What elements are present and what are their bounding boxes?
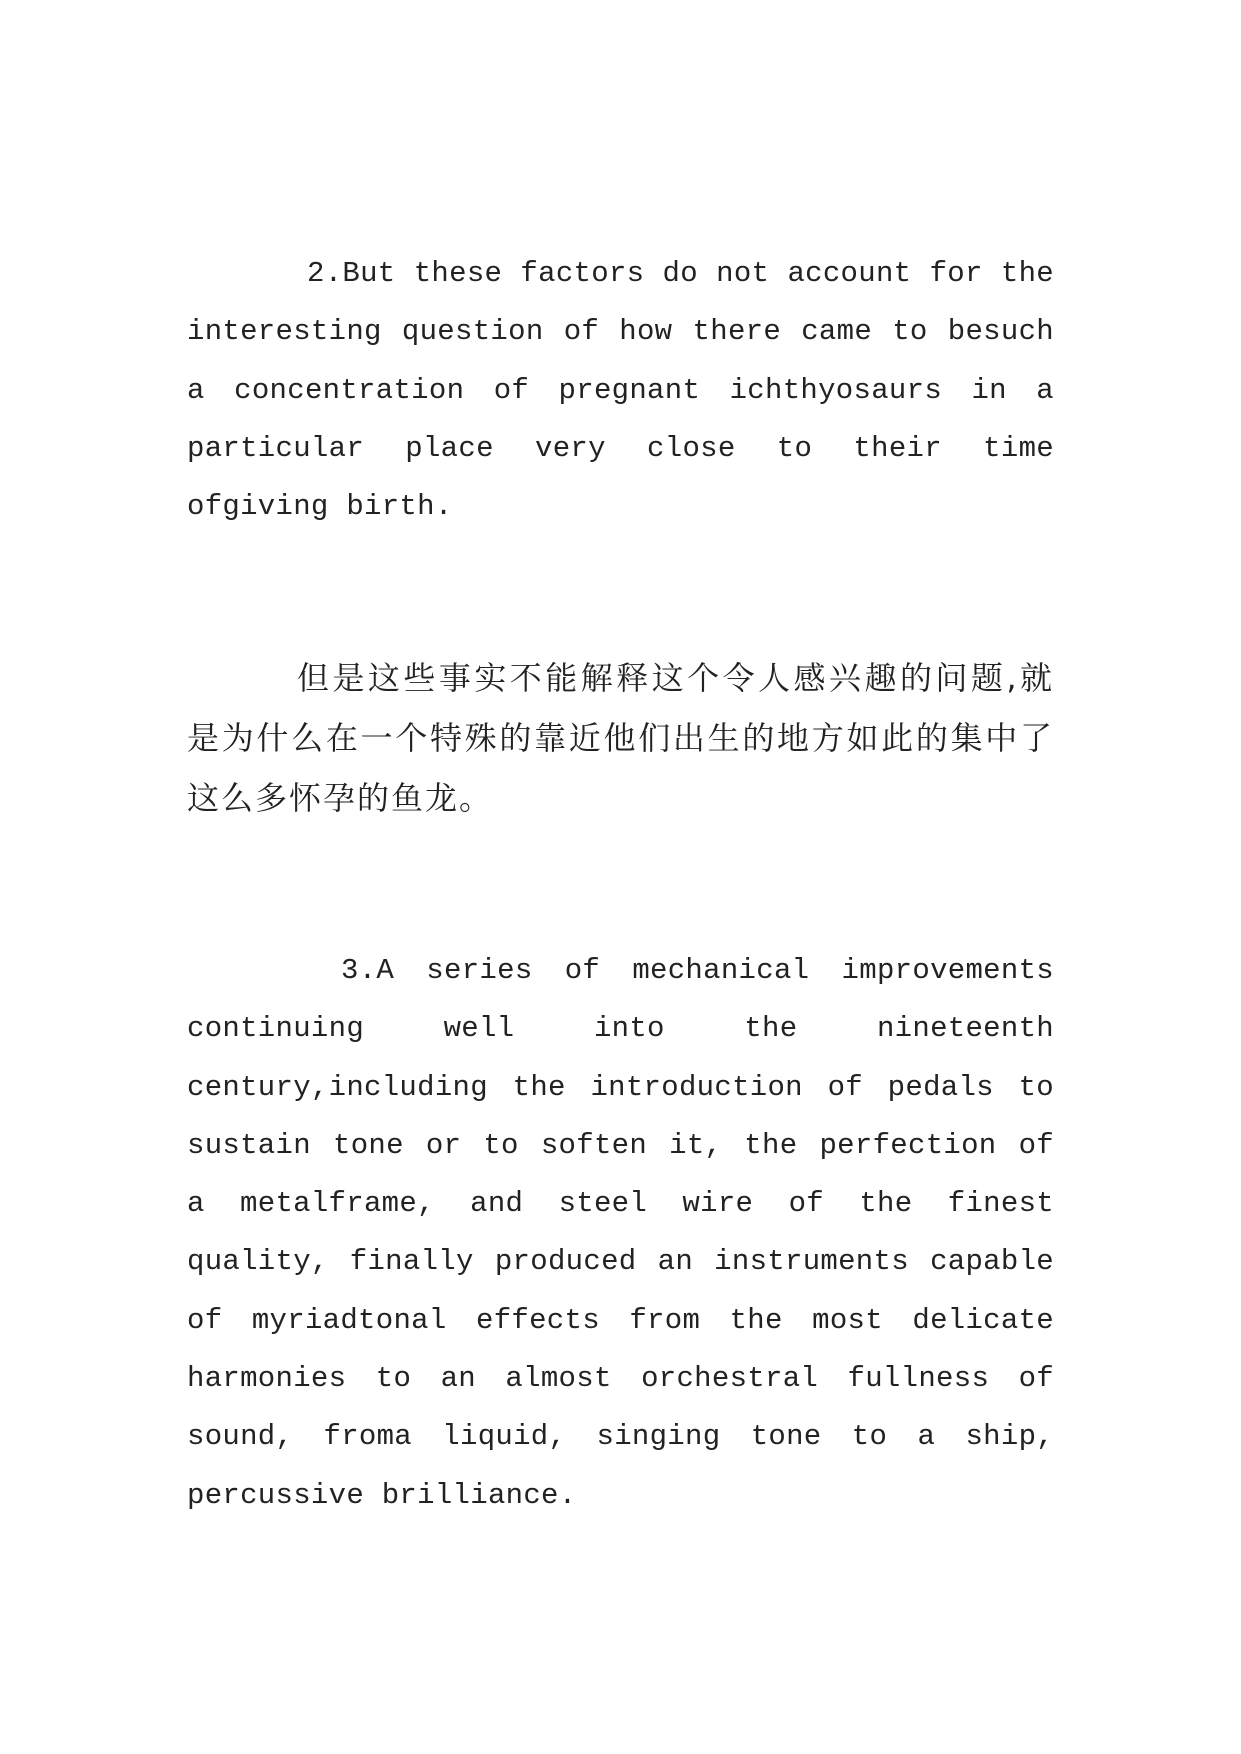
paragraph-chinese-translation: 但是这些事实不能解释这个令人感兴趣的问题,就是为什么在一个特殊的靠近他们出生的地方如此的集中了这么多怀孕的鱼龙。 [187, 659, 1054, 817]
paragraph-english-1: 2.But these factors do not account for the interesting question of how there came to besuch a concentration of pregnant ichthyosaurs in a particular place very close to their time ofgiving birth. [187, 257, 1054, 524]
paragraph-english-2: 3.A series of mechanical improvements continuing well into the nineteenth century,including the introduction of pedals to sustain tone or to soften it, the perfection of a metalframe, and steel wire of the finest quality, finally produced an instruments capable of myriadtonal effects from the most delicate harmonies to an almost orchestral fullness of sound, froma liquid, singing tone to a ship, percussive brilliance. [187, 954, 1054, 1512]
